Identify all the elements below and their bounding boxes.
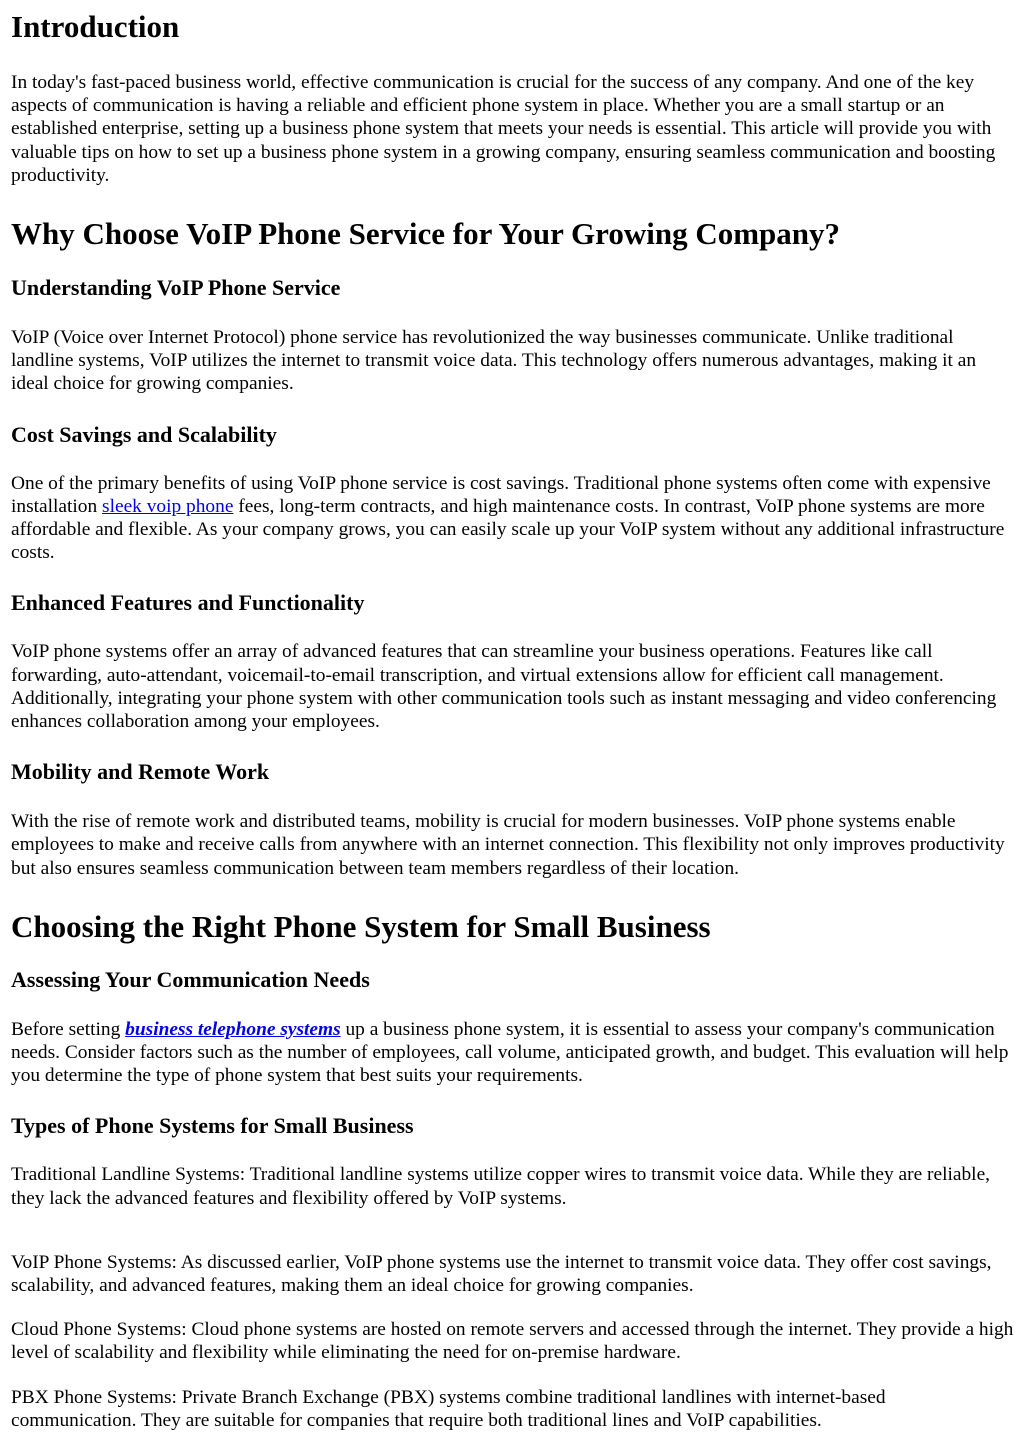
paragraph-voip-phone-systems: VoIP Phone Systems: As discussed earlier, VoIP phone systems use the internet to transmit voice data. They offer cost savings, scalability, and advanced features, making them an ideal choice for growing companies.	[11, 1251, 992, 1297]
heading-choosing-phone-system: Choosing the Right Phone System for Small Business	[11, 908, 711, 944]
cost-text-before: One of the primary benefits of using VoIP phone service is cost savings. Traditional phone systems often come with expensive installation	[11, 472, 991, 517]
paragraph-cloud-phone-systems: Cloud Phone Systems: Cloud phone systems are hosted on remote servers and accessed through the internet. They provide a high level of scalability and flexibility while eliminating the need for on-premise hardware.	[11, 1319, 1014, 1364]
heading-why-voip: Why Choose VoIP Phone Service for Your Growing Company?	[11, 216, 841, 252]
heading-types-of-phone-systems: Types of Phone Systems for Small Business	[11, 1113, 414, 1139]
sleek-voip-phone-link[interactable]: sleek voip phone	[102, 495, 234, 517]
heading-assessing-needs: Assessing Your Communication Needs	[11, 966, 370, 992]
paragraph-cost-savings	[11, 472, 1014, 565]
heading-mobility: Mobility and Remote Work	[11, 759, 270, 785]
heading-understanding-voip: Understanding VoIP Phone Service	[11, 275, 341, 301]
heading-cost-savings: Cost Savings and Scalability	[11, 421, 277, 447]
paragraph-traditional-landline: Traditional Landline Systems: Traditional landline systems utilize copper wires to transmit voice data. While they are reliable, they lack the advanced features and flexibility offered by VoIP systems.	[11, 1164, 991, 1209]
paragraph-pbx-phone-systems: PBX Phone Systems: Private Branch Exchange (PBX) systems combine traditional landlines with internet-based communication. They are suitable for companies that require both traditional lines and VoIP capabilities.	[11, 1386, 886, 1431]
paragraph-assessing-needs	[11, 1018, 1014, 1088]
paragraph-enhanced-features: VoIP phone systems offer an array of advanced features that can streamline your business operations. Features like call forwarding, auto-attendant, voicemail-to-email transcription, and virtual extensions allow for efficient call management. Additionally, integrating your phone system with other communication tools such as instant messaging and video conferencing enhances collaboration among your employees.	[11, 641, 997, 733]
cost-text-after: fees, long-term contracts, and high maintenance costs. In contrast, VoIP phone systems are more affordable and flexible. As your company grows, you can easily scale up your VoIP system without any additional infrastructure costs.	[11, 495, 1005, 564]
heading-introduction: Introduction	[11, 9, 180, 44]
assess-text-before: Before setting	[11, 1018, 126, 1040]
paragraph-introduction: In today's fast-paced business world, effective communication is crucial for the success of any company. And one of the key aspects of communication is having a reliable and efficient phone system in place. Whether you are a small startup or an established enterprise, setting up a business phone system that meets your needs is essential. This article will provide you with valuable tips on how to set up a business phone system in a growing company, ensuring seamless communication and boosting productivity.	[11, 72, 996, 186]
business-telephone-systems-link[interactable]: business telephone systems	[125, 1018, 341, 1040]
paragraph-understanding-voip: VoIP (Voice over Internet Protocol) phone service has revolutionized the way businesses communicate. Unlike traditional landline systems, VoIP utilizes the internet to transmit voice data. This technology offers numerous advantages, making it an ideal choice for growing companies.	[11, 327, 977, 395]
heading-enhanced-features: Enhanced Features and Functionality	[11, 590, 365, 616]
assess-text-after: up a business phone system, it is essential to assess your company's communication needs. Consider factors such as the number of employees, call volume, anticipated growth, and budget. This evaluation will help you determine the type of phone system that best suits your requirements.	[11, 1018, 1009, 1087]
paragraph-mobility: With the rise of remote work and distributed teams, mobility is crucial for modern businesses. VoIP phone systems enable employees to make and receive calls from anywhere with an internet connection. This flexibility not only improves productivity but also ensures seamless communication between team members regardless of their location.	[11, 811, 1005, 879]
